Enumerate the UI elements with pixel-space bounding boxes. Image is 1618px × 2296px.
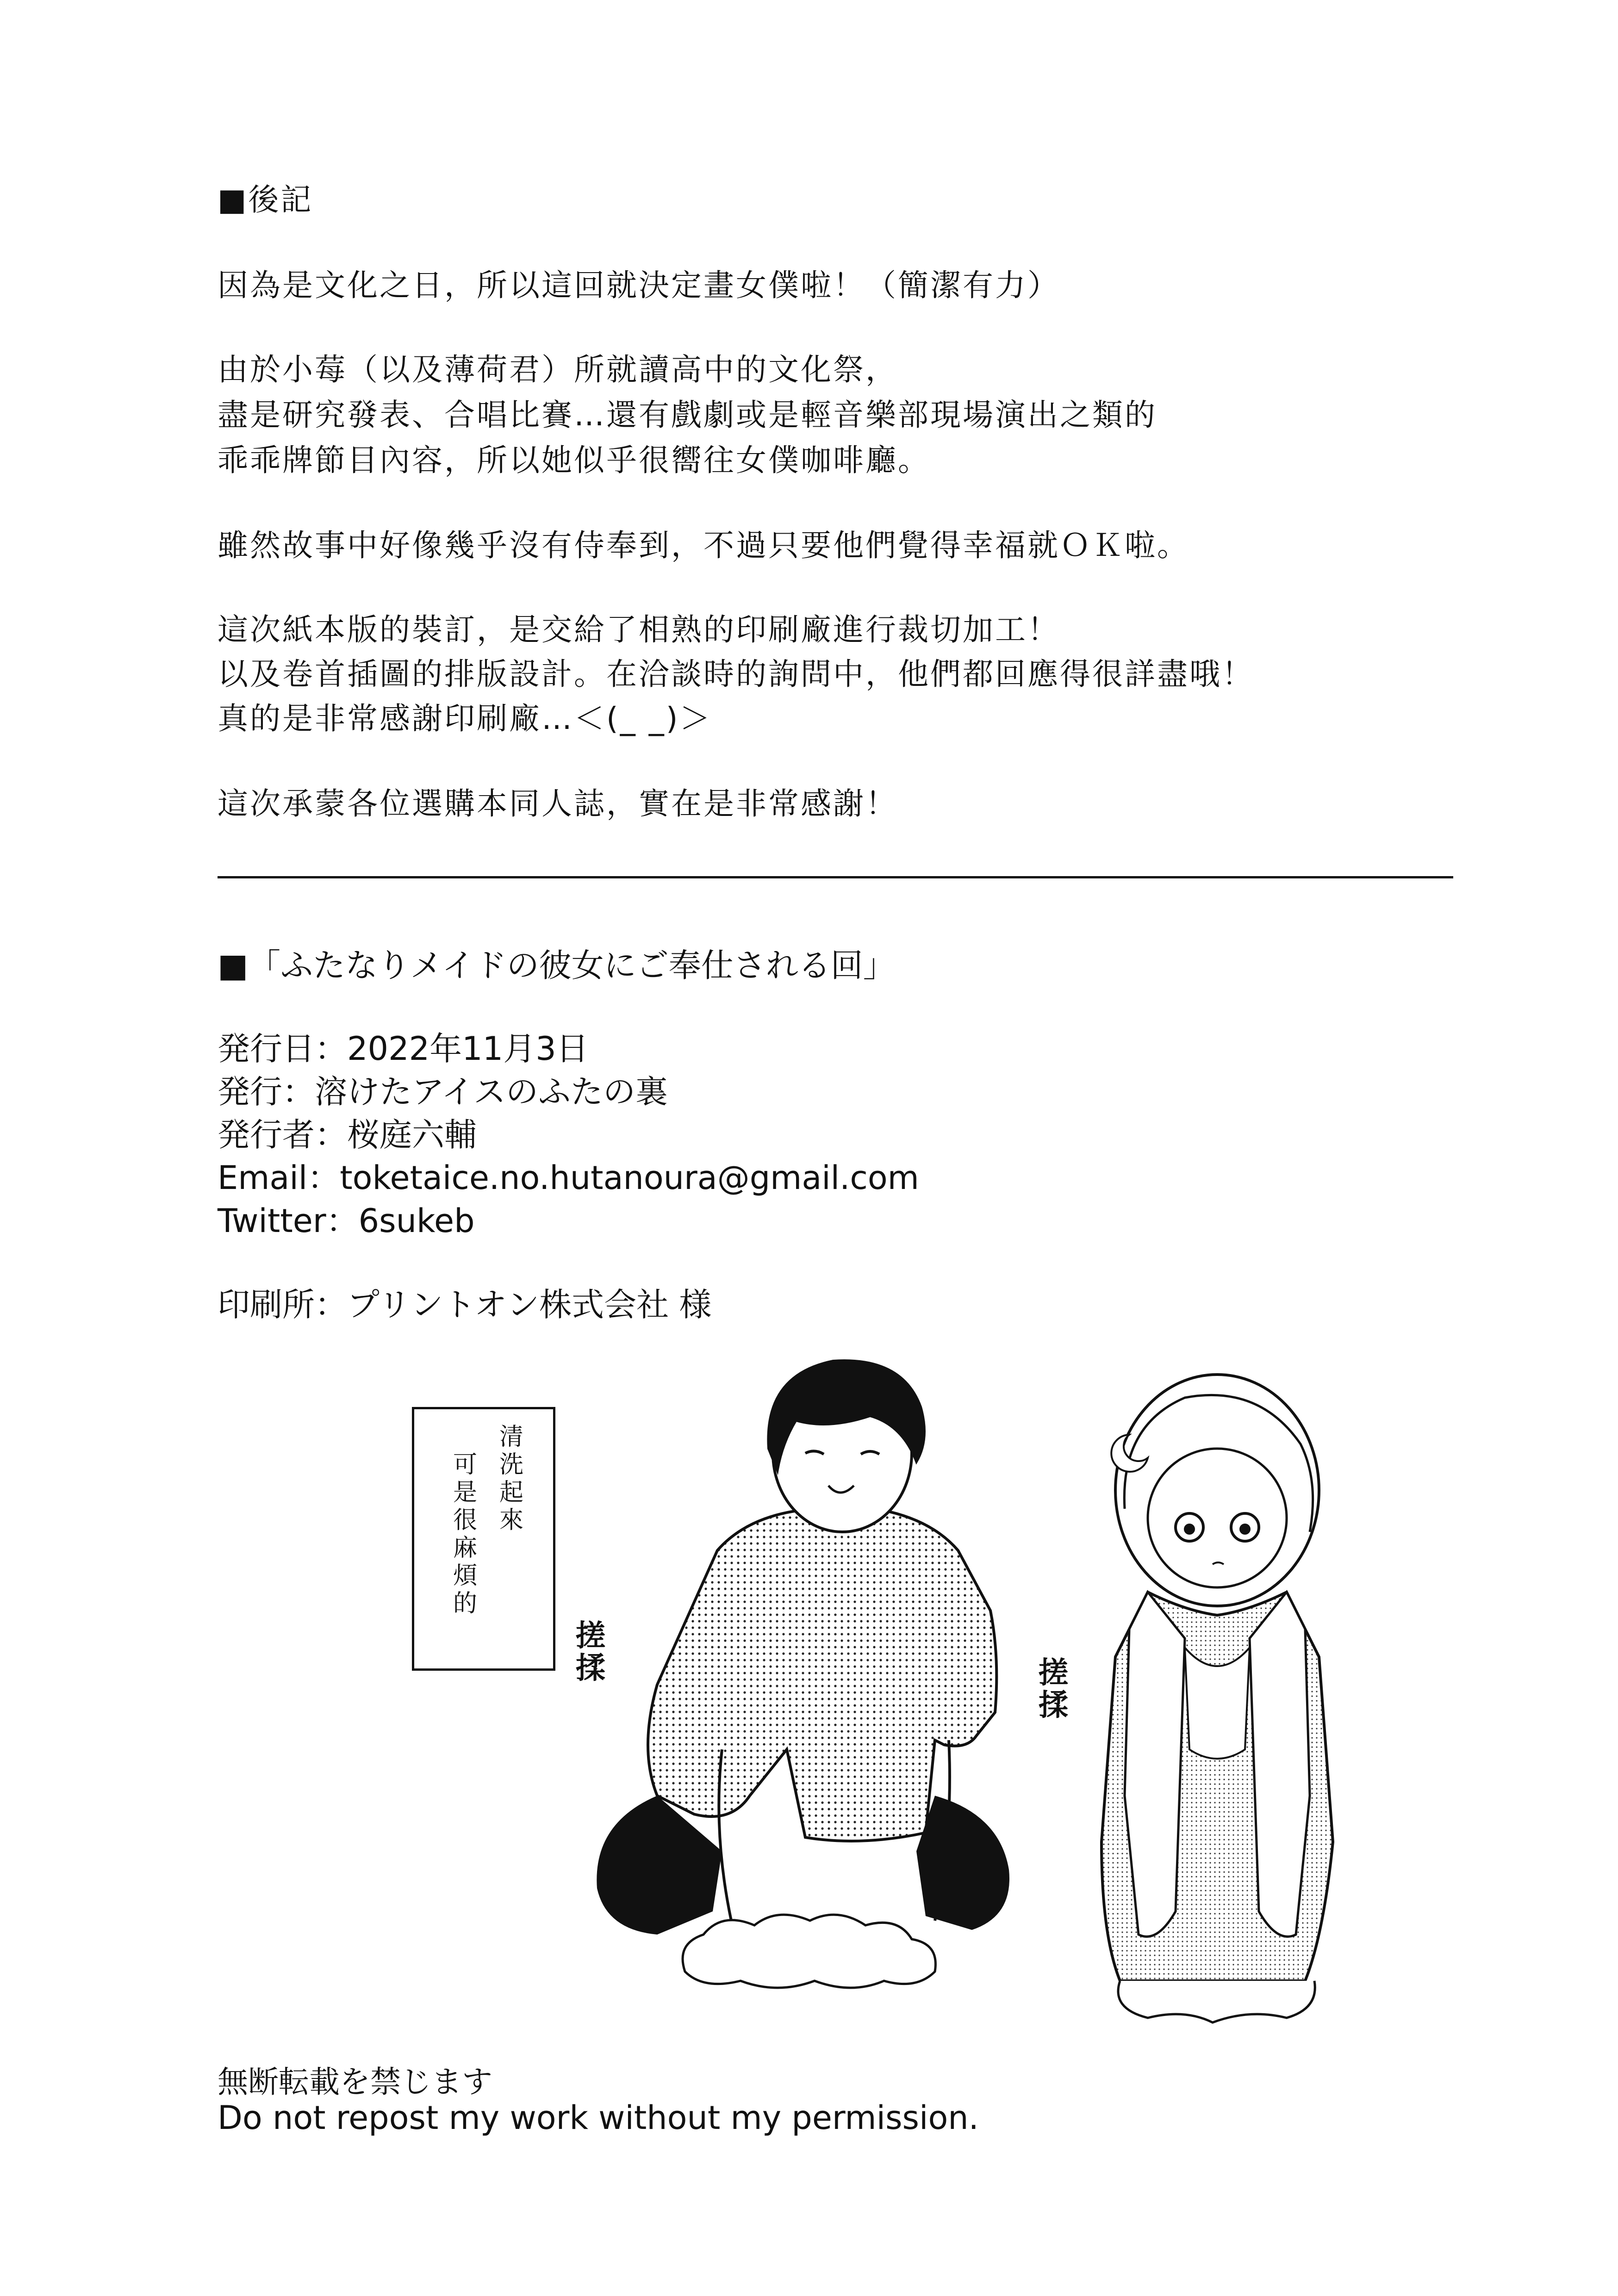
sfx-left: 搓揉 — [576, 1619, 605, 1686]
sfx-right: 搓揉 — [1039, 1656, 1068, 1723]
footer-notice-ja: 無断転載を禁じます — [218, 2064, 492, 2100]
soap-suds — [683, 1915, 935, 1988]
illustration — [398, 1333, 1388, 2032]
colophon-issue-date: 発行日：2022年11月3日 — [218, 1030, 589, 1068]
colophon-author: 発行者：桜庭六輔 — [218, 1116, 477, 1154]
afterword-paragraph-2-line-1: 由於小莓（以及薄荷君）所就讀高中的文化祭， — [218, 352, 898, 387]
colophon-email: Email：toketaice.no.hutanoura@gmail.com — [218, 1159, 919, 1197]
afterword-paragraph-3: 雖然故事中好像幾乎沒有侍奉到，不過只要他們覺得幸福就ＯＫ啦。 — [218, 528, 1189, 563]
afterword-paragraph-1: 因為是文化之日，所以這回就決定畫女僕啦！（簡潔有力） — [218, 268, 1060, 303]
afterword-paragraph-4-line-3: 真的是非常感謝印刷廠…＜(_ _)＞ — [218, 701, 712, 736]
man-sweater — [648, 1509, 996, 1841]
speech-bubble-col2: 可是很麻煩的 — [453, 1451, 477, 1618]
colophon-title: ■「ふたなりメイドの彼女にご奉仕される回」 — [218, 946, 896, 984]
afterword-paragraph-4-line-2: 以及卷首插圖的排版設計。在洽談時的詢問中，他們都回應得很詳盡哦！ — [218, 656, 1254, 692]
speech-bubble — [412, 1407, 555, 1671]
speech-bubble-col1: 清洗起來 — [499, 1423, 523, 1534]
afterword-paragraph-2-line-2: 盡是研究發表、合唱比賽…還有戲劇或是輕音樂部現場演出之類的 — [218, 397, 1157, 433]
woman-face — [1148, 1449, 1287, 1587]
colophon-printer: 印刷所：プリントオン株式会社 様 — [218, 1286, 712, 1324]
afterword-paragraph-4-line-1: 這次紙本版的裝訂，是交給了相熟的印刷廠進行裁切加工！ — [218, 612, 1060, 647]
afterword-paragraph-5: 這次承蒙各位選購本同人誌，實在是非常感謝！ — [218, 786, 898, 821]
afterword-paragraph-2-line-3: 乖乖牌節目內容，所以她似乎很嚮往女僕咖啡廳。 — [218, 442, 930, 478]
afterword-heading: ■後記 — [218, 182, 313, 218]
footer-notice-en: Do not repost my work without my permission. — [218, 2099, 979, 2137]
held-cloth — [1125, 1592, 1185, 1936]
section-divider — [218, 876, 1453, 878]
colophon-twitter: Twitter：6sukeb — [218, 1202, 475, 1240]
colophon-publisher: 発行：溶けたアイスのふたの裏 — [218, 1073, 668, 1111]
